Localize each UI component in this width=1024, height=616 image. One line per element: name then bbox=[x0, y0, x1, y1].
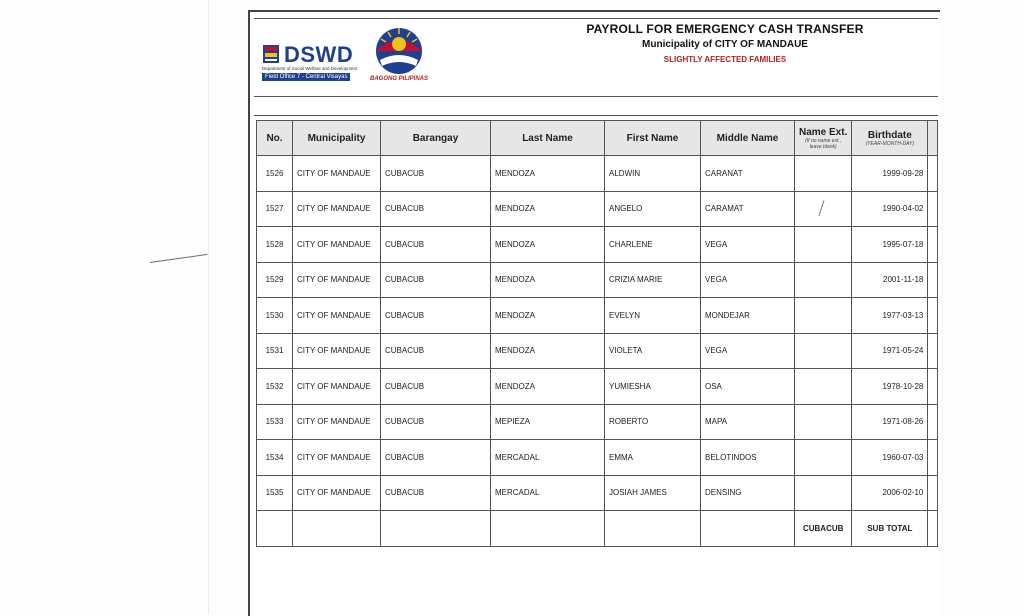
cell-empty bbox=[605, 511, 701, 547]
cell-first-name: CRIZIA MARIE bbox=[605, 262, 701, 298]
dswd-subtext: Department of Social Welfare and Development bbox=[262, 66, 358, 71]
cell-truncated bbox=[928, 333, 938, 369]
cell-no: 1527 bbox=[257, 191, 293, 227]
cell-barangay: CUBACUB bbox=[381, 333, 491, 369]
table-row bbox=[257, 333, 938, 369]
cell-truncated bbox=[928, 298, 938, 334]
cell-name-ext bbox=[795, 404, 852, 440]
subtotal-barangay: CUBACUB bbox=[795, 511, 852, 547]
bagong-pilipinas-label: BAGONG PILIPINAS bbox=[369, 76, 428, 82]
header-divider-box bbox=[254, 96, 938, 116]
cell-last-name: MERCADAL bbox=[491, 475, 605, 511]
cell-middle-name: VEGA bbox=[701, 227, 795, 263]
cell-no: 1530 bbox=[257, 298, 293, 334]
cell-barangay: CUBACUB bbox=[381, 475, 491, 511]
cell-first-name: VIOLETA bbox=[605, 333, 701, 369]
subtotal-label: SUB TOTAL bbox=[852, 511, 928, 547]
table-row bbox=[257, 227, 938, 263]
cell-birthdate: 2001-11-18 bbox=[852, 262, 928, 298]
dswd-logo bbox=[262, 40, 362, 84]
column-header-last-name: Last Name bbox=[491, 121, 605, 156]
cell-barangay: CUBACUB bbox=[381, 191, 491, 227]
cell-truncated bbox=[928, 475, 938, 511]
cell-middle-name: MAPA bbox=[701, 404, 795, 440]
cell-name-ext bbox=[795, 156, 852, 192]
cell-no: 1534 bbox=[257, 440, 293, 476]
cell-no: 1529 bbox=[257, 262, 293, 298]
cell-barangay: CUBACUB bbox=[381, 262, 491, 298]
cell-first-name: ANGELO bbox=[605, 191, 701, 227]
cell-birthdate: 1990-04-02 bbox=[852, 191, 928, 227]
cell-barangay: CUBACUB bbox=[381, 404, 491, 440]
table-row bbox=[257, 440, 938, 476]
cell-last-name: MENDOZA bbox=[491, 333, 605, 369]
cell-birthdate: 1999-09-28 bbox=[852, 156, 928, 192]
table-header-row bbox=[257, 121, 938, 156]
cell-barangay: CUBACUB bbox=[381, 156, 491, 192]
cell-truncated bbox=[928, 227, 938, 263]
cell-last-name: MENDOZA bbox=[491, 191, 605, 227]
cell-truncated bbox=[928, 156, 938, 192]
cell-birthdate: 1978-10-28 bbox=[852, 369, 928, 405]
cell-no: 1535 bbox=[257, 475, 293, 511]
table-row bbox=[257, 369, 938, 405]
cell-first-name: ALDWIN bbox=[605, 156, 701, 192]
cell-name-ext bbox=[795, 333, 852, 369]
cell-no: 1533 bbox=[257, 404, 293, 440]
name-ext-label: Name Ext. bbox=[799, 126, 848, 138]
cell-no: 1526 bbox=[257, 156, 293, 192]
cell-last-name: MENDOZA bbox=[491, 262, 605, 298]
dswd-field-office: Field Office 7 - Central Visayas bbox=[262, 73, 350, 81]
cell-first-name: YUMIESHA bbox=[605, 369, 701, 405]
cell-middle-name: VEGA bbox=[701, 262, 795, 298]
table-row bbox=[257, 475, 938, 511]
table-row bbox=[257, 191, 938, 227]
cell-municipality: CITY OF MANDAUE bbox=[293, 298, 381, 334]
cell-name-ext bbox=[795, 227, 852, 263]
birthdate-note: (YEAR-MONTH-DAY) bbox=[865, 140, 915, 147]
cell-truncated bbox=[928, 262, 938, 298]
cell-name-ext bbox=[795, 440, 852, 476]
cell-first-name: JOSIAH JAMES bbox=[605, 475, 701, 511]
cell-birthdate: 1995-07-18 bbox=[852, 227, 928, 263]
cell-last-name: MEPIEZA bbox=[491, 404, 605, 440]
cell-municipality: CITY OF MANDAUE bbox=[293, 227, 381, 263]
cell-first-name: EVELYN bbox=[605, 298, 701, 334]
table-row bbox=[257, 404, 938, 440]
cell-empty bbox=[381, 511, 491, 547]
cell-no: 1531 bbox=[257, 333, 293, 369]
cell-last-name: MENDOZA bbox=[491, 227, 605, 263]
pen-tick-mark bbox=[819, 200, 825, 216]
cell-no-text: 1528 bbox=[265, 239, 284, 249]
cell-name-ext bbox=[795, 191, 852, 227]
cell-last-name: MENDOZA bbox=[491, 156, 605, 192]
cell-birthdate: 1960-07-03 bbox=[852, 440, 928, 476]
cell-empty bbox=[293, 511, 381, 547]
cell-birthdate: 2006-02-10 bbox=[852, 475, 928, 511]
cell-empty bbox=[701, 511, 795, 547]
column-header-middle-name: Middle Name bbox=[701, 121, 795, 156]
table-row bbox=[257, 156, 938, 192]
column-header-birthdate bbox=[852, 121, 928, 156]
cell-truncated bbox=[928, 511, 938, 547]
table-row bbox=[257, 262, 938, 298]
cell-no bbox=[257, 227, 293, 263]
document-tagline: SLIGHTLY AFFECTED FAMILIES bbox=[663, 55, 787, 64]
cell-birthdate: 1977-03-13 bbox=[852, 298, 928, 334]
cell-municipality: CITY OF MANDAUE bbox=[293, 440, 381, 476]
cell-first-name: ROBERTO bbox=[605, 404, 701, 440]
cell-birthdate: 1971-05-24 bbox=[852, 333, 928, 369]
document-subtitle: Municipality of CITY OF MANDAUE bbox=[642, 39, 808, 50]
table-row bbox=[257, 298, 938, 334]
cell-birthdate: 1971-08-26 bbox=[852, 404, 928, 440]
column-header-truncated bbox=[928, 121, 938, 156]
cell-name-ext bbox=[795, 298, 852, 334]
cell-municipality: CITY OF MANDAUE bbox=[293, 156, 381, 192]
cell-middle-name: OSA bbox=[701, 369, 795, 405]
bagong-pilipinas-emblem-icon bbox=[366, 24, 432, 76]
bagong-pilipinas-logo bbox=[366, 24, 432, 86]
cell-middle-name: CARANAT bbox=[701, 156, 795, 192]
cell-middle-name: DENSING bbox=[701, 475, 795, 511]
cell-last-name: MERCADAL bbox=[491, 440, 605, 476]
cell-municipality: CITY OF MANDAUE bbox=[293, 475, 381, 511]
cell-truncated bbox=[928, 404, 938, 440]
column-header-name-ext bbox=[795, 121, 852, 156]
name-ext-note: (If no name ext., leave blank) bbox=[805, 137, 842, 150]
column-header-first-name: First Name bbox=[605, 121, 701, 156]
cell-barangay: CUBACUB bbox=[381, 369, 491, 405]
cell-last-name: MENDOZA bbox=[491, 298, 605, 334]
payroll-table bbox=[256, 120, 938, 547]
cell-barangay: CUBACUB bbox=[381, 440, 491, 476]
cell-empty bbox=[257, 511, 293, 547]
cell-empty bbox=[491, 511, 605, 547]
cell-barangay: CUBACUB bbox=[381, 227, 491, 263]
cell-truncated bbox=[928, 191, 938, 227]
cell-name-ext bbox=[795, 262, 852, 298]
cell-last-name: MENDOZA bbox=[491, 369, 605, 405]
cell-middle-name: VEGA bbox=[701, 333, 795, 369]
cell-municipality: CITY OF MANDAUE bbox=[293, 262, 381, 298]
cell-truncated bbox=[928, 369, 938, 405]
cell-name-ext bbox=[795, 369, 852, 405]
dswd-wordmark: DSWD bbox=[284, 42, 354, 67]
dswd-seal-icon bbox=[262, 44, 280, 64]
cell-middle-name: CARAMAT bbox=[701, 191, 795, 227]
cell-municipality: CITY OF MANDAUE bbox=[293, 191, 381, 227]
cell-first-name: EMMA bbox=[605, 440, 701, 476]
subtotal-row bbox=[257, 511, 938, 547]
cell-barangay: CUBACUB bbox=[381, 298, 491, 334]
cell-first-name: CHARLENE bbox=[605, 227, 701, 263]
cell-municipality: CITY OF MANDAUE bbox=[293, 404, 381, 440]
column-header-barangay: Barangay bbox=[381, 121, 491, 156]
cell-no: 1532 bbox=[257, 369, 293, 405]
page-margin bbox=[0, 0, 209, 614]
birthdate-label: Birthdate bbox=[867, 129, 912, 141]
cell-middle-name: MONDEJAR bbox=[701, 298, 795, 334]
cell-truncated bbox=[928, 440, 938, 476]
cell-municipality: CITY OF MANDAUE bbox=[293, 333, 381, 369]
column-header-no: No. bbox=[257, 121, 293, 156]
cell-municipality: CITY OF MANDAUE bbox=[293, 369, 381, 405]
cell-middle-name: BELOTINDOS bbox=[701, 440, 795, 476]
column-header-municipality: Municipality bbox=[293, 121, 381, 156]
document-title: PAYROLL FOR EMERGENCY CASH TRANSFER bbox=[586, 22, 864, 36]
cell-name-ext bbox=[795, 475, 852, 511]
